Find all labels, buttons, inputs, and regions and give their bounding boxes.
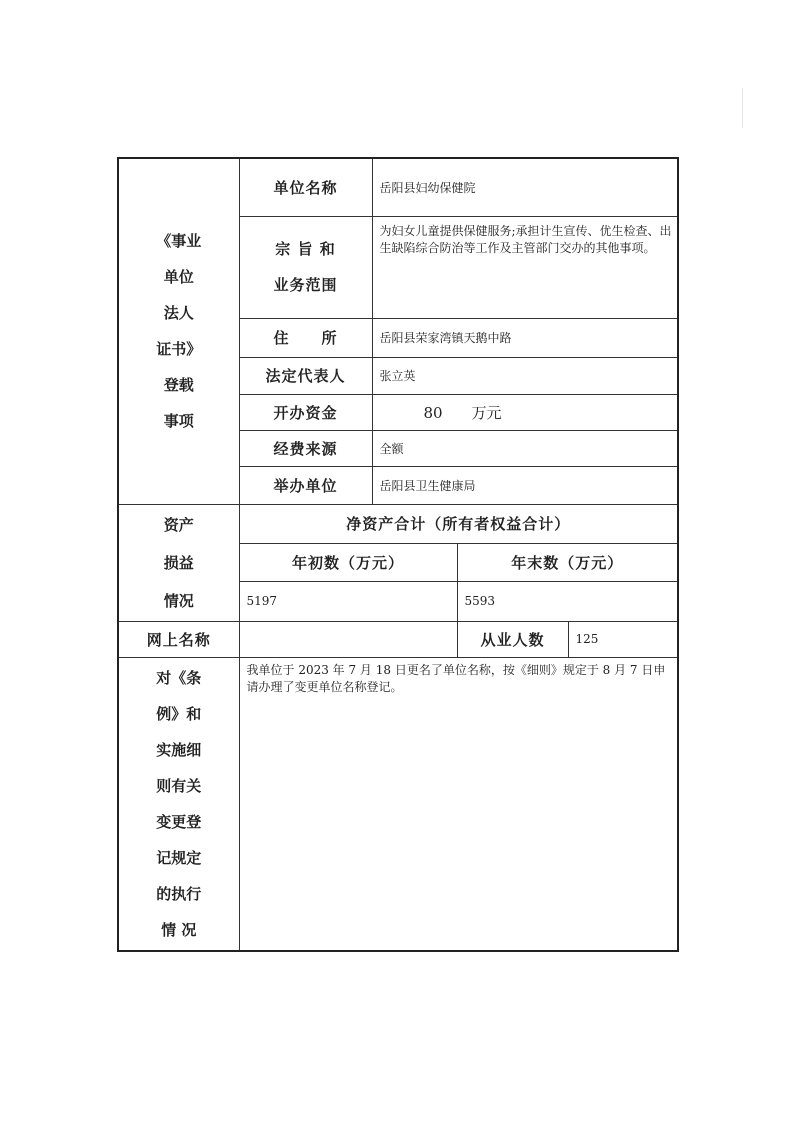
execution-label-line: 记规定 bbox=[156, 848, 202, 867]
row-online-name bbox=[118, 621, 678, 657]
cert-label-line: 法人 bbox=[163, 304, 194, 323]
scan-edge-mark bbox=[742, 88, 743, 128]
capital-unit: 万元 bbox=[471, 403, 502, 422]
end-year-label: 年末数（万元） bbox=[457, 543, 678, 581]
execution-section-label bbox=[118, 657, 239, 951]
begin-year-value: 5197 bbox=[239, 581, 457, 621]
execution-label-line: 情 况 bbox=[161, 920, 197, 939]
funding-label: 经费来源 bbox=[239, 430, 372, 466]
staff-count-value: 125 bbox=[568, 621, 678, 657]
sponsor-value: 岳阳县卫生健康局 bbox=[372, 466, 678, 504]
legal-rep-label: 法定代表人 bbox=[239, 357, 372, 394]
cert-label-line: 事项 bbox=[163, 412, 194, 431]
assets-label-line: 资产 bbox=[163, 515, 194, 534]
capital-amount: 80 bbox=[423, 403, 443, 422]
cert-label-line: 登载 bbox=[163, 376, 194, 395]
assets-label-line: 情况 bbox=[163, 591, 194, 610]
purpose-value: 为妇女儿童提供保健服务;承担计生宣传、优生检查、出生缺陷综合防治等工作及主管部门交办的其他事项。 bbox=[372, 216, 678, 318]
row-execution bbox=[118, 657, 678, 951]
purpose-label bbox=[239, 216, 372, 318]
assets-label-line: 损益 bbox=[163, 553, 194, 572]
end-year-value: 5593 bbox=[457, 581, 678, 621]
execution-label-line: 变更登 bbox=[156, 812, 202, 831]
assets-section-label bbox=[118, 504, 239, 621]
legal-rep-value: 张立英 bbox=[372, 357, 678, 394]
execution-label-line: 实施细 bbox=[156, 740, 202, 759]
cert-label-line: 证书》 bbox=[156, 340, 202, 359]
begin-year-label: 年初数（万元） bbox=[239, 543, 457, 581]
cert-label-line: 单位 bbox=[163, 268, 194, 287]
row-assets-header bbox=[118, 504, 678, 543]
execution-label-line: 则有关 bbox=[156, 776, 202, 795]
address-value: 岳阳县荣家湾镇天鹅中路 bbox=[372, 318, 678, 357]
purpose-label-line: 宗 旨 和 bbox=[275, 240, 336, 258]
purpose-label-line: 业务范围 bbox=[273, 276, 338, 294]
execution-label-line: 对《条 bbox=[156, 668, 202, 687]
cert-label-line: 《事业 bbox=[156, 232, 202, 251]
unit-name-value: 岳阳县妇幼保健院 bbox=[372, 158, 678, 216]
execution-label-line: 例》和 bbox=[156, 704, 202, 723]
capital-label: 开办资金 bbox=[239, 394, 372, 430]
staff-count-label: 从业人数 bbox=[457, 621, 568, 657]
cert-section-label bbox=[118, 158, 239, 504]
funding-value: 全额 bbox=[372, 430, 678, 466]
row-unit-name bbox=[118, 158, 678, 216]
address-label: 住 所 bbox=[239, 318, 372, 357]
execution-text: 我单位于 2023 年 7 月 18 日更名了单位名称，按《细则》规定于 8 月 7 日申请办理了变更单位名称登记。 bbox=[239, 657, 678, 951]
sponsor-label: 举办单位 bbox=[239, 466, 372, 504]
capital-value bbox=[372, 394, 678, 430]
online-name-label: 网上名称 bbox=[118, 621, 239, 657]
execution-label-line: 的执行 bbox=[156, 884, 202, 903]
unit-name-label: 单位名称 bbox=[239, 158, 372, 216]
registration-form-table bbox=[117, 157, 679, 952]
online-name-value bbox=[239, 621, 457, 657]
net-assets-header: 净资产合计（所有者权益合计） bbox=[239, 504, 678, 543]
